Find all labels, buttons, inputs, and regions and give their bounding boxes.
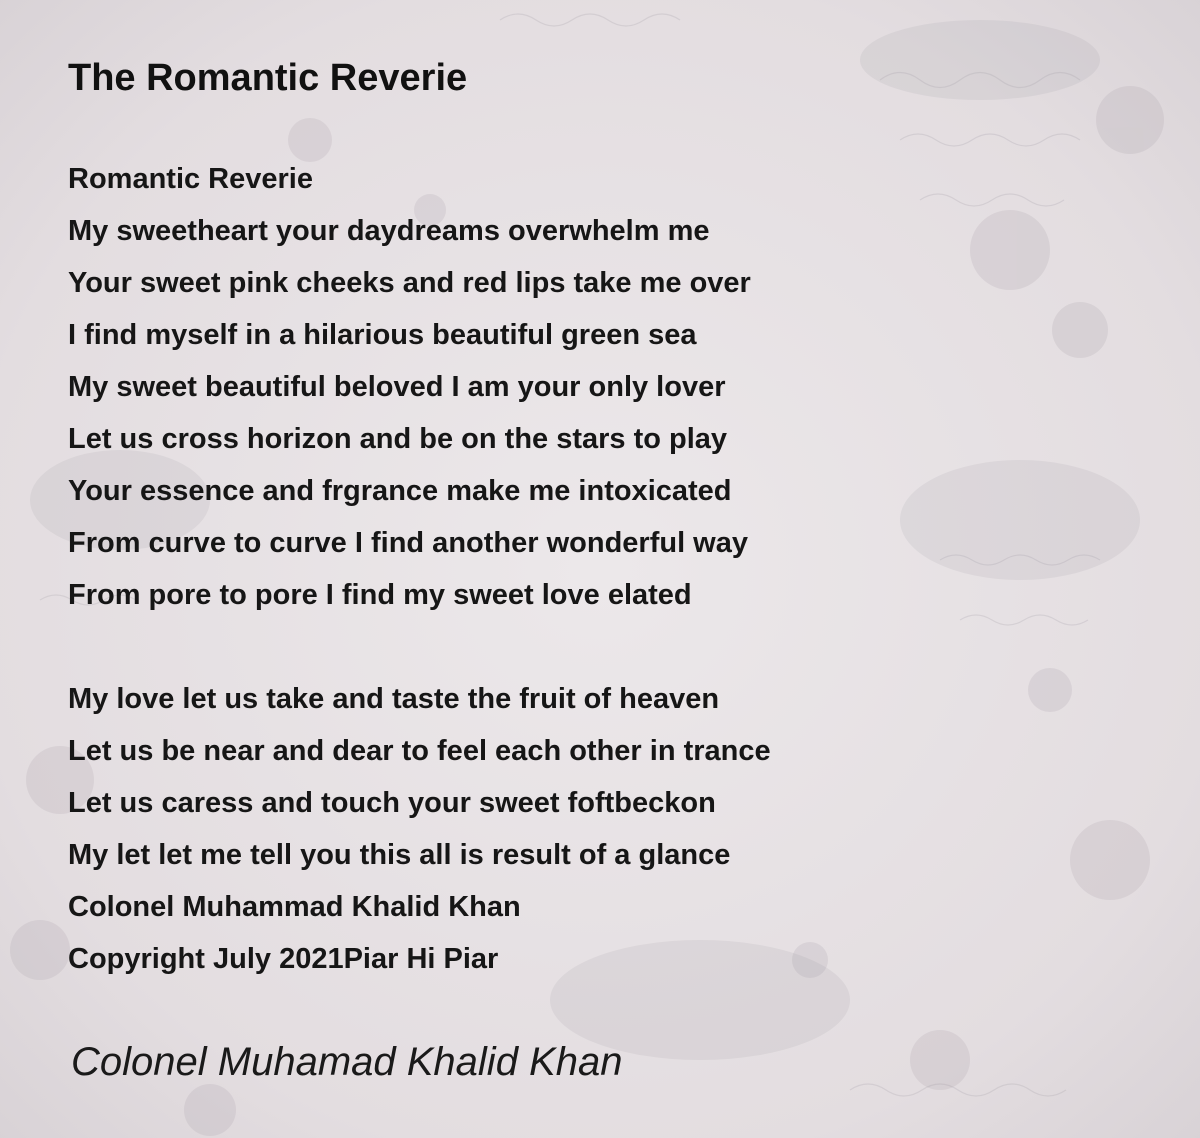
poem-line: My sweet beautiful beloved I am your only lover (68, 371, 726, 403)
poem-body (68, 153, 771, 985)
poem-line: My let let me tell you this all is result of a glance (68, 839, 731, 871)
stanza-break (68, 621, 771, 673)
poem-line: Copyright July 2021Piar Hi Piar (68, 943, 499, 975)
poem-line: Your essence and frgrance make me intoxicated (68, 475, 732, 507)
poem-line: From curve to curve I find another wonderful way (68, 527, 748, 559)
poem-line: Let us cross horizon and be on the stars to play (68, 423, 728, 455)
poem-title: The Romantic Reverie (68, 57, 468, 99)
poem-line: Let us caress and touch your sweet foftbeckon (68, 787, 716, 819)
poem-line: My love let us take and taste the fruit of heaven (68, 683, 720, 715)
poem-line: Colonel Muhammad Khalid Khan (68, 891, 521, 923)
poem-author: Colonel Muhamad Khalid Khan (71, 1040, 623, 1084)
poem-line: From pore to pore I find my sweet love elated (68, 579, 692, 611)
poem-line: My sweetheart your daydreams overwhelm me (68, 215, 710, 247)
poem-line: I find myself in a hilarious beautiful green sea (68, 319, 697, 351)
poem-line: Let us be near and dear to feel each other in trance (68, 735, 771, 767)
poem-line: Your sweet pink cheeks and red lips take me over (68, 267, 751, 299)
poem-line: Romantic Reverie (68, 163, 313, 195)
